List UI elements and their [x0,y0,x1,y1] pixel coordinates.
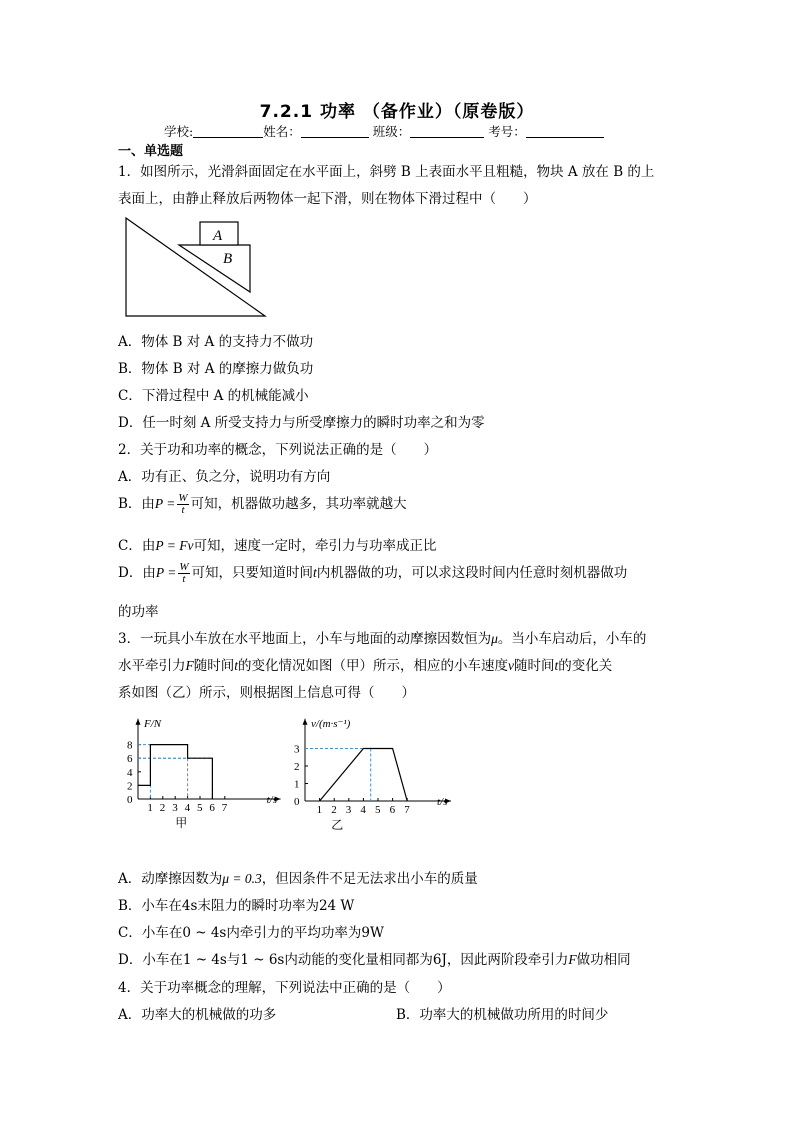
school-blank[interactable] [193,125,263,138]
x-tick-label: 3 [172,802,178,814]
class-blank[interactable] [410,125,484,138]
q2-d-t: t [313,565,317,580]
name-blank[interactable] [301,125,369,138]
x-tick-label: 4 [184,802,191,814]
q3-d-a: D．小车在 [118,952,183,968]
q3-F: F [185,658,194,673]
q3-b-t: 4s [181,898,198,914]
q3-a-a: A．动摩擦因数为 [118,871,223,887]
y-tick-label: 2 [294,761,300,773]
q2-stem: 2．关于功和功率的概念，下列说法正确的是（ ） [118,442,438,458]
q1-stem-line2: 表面上，由静止释放后两物体一起下滑，则在物体下滑过程中（ ） [118,191,537,207]
q3-v: v [508,658,515,673]
chart-yi [288,705,458,835]
q3-c-t: 0 ~ 4s [182,925,227,941]
series-line [320,749,408,802]
q2-b-den: t [181,504,185,516]
q2-c-suffix: 可知，速度一定时，牵引力与功率成正比 [193,538,437,554]
q3-b-v: 24 W [318,898,355,914]
q3-stem-line3: 系如图（乙）所示，则根据图上信息可得（ ） [118,685,415,701]
q3-mu: μ [491,631,498,646]
q1-option-a[interactable]: A．物体 B 对 A 的支持力不做功 [118,334,314,350]
chart-name: 乙 [331,818,344,832]
y-axis-label: v/(m·s⁻¹) [311,717,351,730]
q3-l1b: 。当小车启动后，小车的 [497,631,647,647]
y-tick-label: 3 [294,743,300,756]
q3-d-b: 与 [226,952,241,968]
q3-stem-line1 [118,627,646,647]
q3-b-b: 末阻力的瞬时功率为 [197,898,319,914]
q3-c-v: 9W [361,925,384,941]
q1-option-c[interactable]: C．下滑过程中 A 的机械能减小 [118,388,309,404]
y-tick-label: 0 [127,794,133,806]
q3-d-e: 做功相同 [576,952,631,968]
label-a: A [213,228,223,244]
y-tick-label: 4 [127,766,133,779]
exam-no-label: 考号： [488,124,526,139]
q3-d-F: F [568,952,577,967]
q3-t2: t [554,658,559,673]
x-tick-label: 6 [389,804,396,816]
q2-d-mid2: 内机器做的功，可以求这段时间内任意时刻机器做功 [316,565,628,581]
q2-option-b[interactable] [118,492,407,516]
q3-d-t2: 1 ~ 6s [240,952,285,968]
chart-name: 甲 [175,816,188,830]
q2-b-prefix: B．由 [118,496,155,512]
q2-c-prefix: C．由 [118,538,156,554]
q3-d-v: 6J [432,952,447,968]
q3-t1: t [234,658,239,673]
q2-d-fraction [178,562,189,585]
q4-option-a[interactable]: A．功率大的机械做的功多 [118,1007,277,1023]
q1-option-d[interactable]: D．任一时刻 A 所受支持力与所受摩擦力的瞬时功率之和为零 [118,415,485,431]
q3-l2a: 水平牵引力 [118,658,186,674]
wedge-b [179,245,250,292]
q3-l2c: 的变化情况如图（甲）所示，相应的小车速度 [238,658,509,674]
series-line [138,745,212,799]
q3-option-a[interactable] [118,867,478,887]
y-tick-label: 6 [127,753,133,766]
q2-d-prefix: D．由 [118,565,156,581]
name-label: 姓名： [263,124,301,139]
y-tick-label: 1 [294,778,300,791]
q1-stem-line1: 1．如图所示，光滑斜面固定在水平面上，斜劈 B 上表面水平且粗糙，物块 A 放在 B 的上 [118,164,655,180]
q3-b-a: B．小车在 [118,898,182,914]
chart-jia [116,705,286,835]
y-tick-label: 8 [127,739,133,752]
x-tick-label: 7 [221,802,228,814]
x-tick-label: 1 [147,802,153,814]
section-heading: 一、单选题 [118,144,184,159]
q2-d-mid1: 可知，只要知道时间 [191,565,313,581]
x-tick-label: 5 [375,804,381,816]
q2-b-suffix: 可知，机器做功越多，其功率就越大 [190,496,407,512]
school-label: 学校: [164,124,194,139]
q2-d-den: t [182,573,186,585]
q3-l2d: 随时间 [514,658,555,674]
q3-a-formula: μ = 0.3 [222,871,262,886]
q3-c-a: C．小车在 [118,925,183,941]
y-axis-arrow [136,719,141,725]
q1-option-b[interactable]: B．物体 B 对 A 的摩擦力做负功 [118,361,314,377]
q3-option-b[interactable] [118,894,354,914]
q2-d-num: W [179,561,189,573]
y-axis-arrow [303,719,308,725]
q2-d-formula-lhs: P = [155,565,177,580]
x-tick-label: 6 [209,802,215,814]
q2-b-num: W [178,492,188,504]
x-tick-label: 2 [331,804,337,816]
y-axis-label: F/N [144,717,162,730]
q3-d-t1: 1 ~ 4s [182,952,227,968]
x-tick-label: 7 [404,804,410,816]
q3-a-b: ，但因条件不足无法求出小车的质量 [261,871,478,887]
x-tick-label: 1 [316,804,323,816]
label-b: B [223,251,233,267]
x-tick-label: 2 [159,802,166,814]
q3-option-d[interactable] [118,948,631,968]
q4-stem: 4．关于功率概念的理解，下列说法中正确的是（ ） [118,980,451,996]
q3-option-c[interactable] [118,921,384,941]
q3-l2b: 随时间 [193,658,235,674]
y-tick-label: 2 [127,780,133,793]
q2-b-fraction [177,493,188,516]
q1-incline-figure [120,212,270,322]
page-title: 7.2.1 功率 （备作业）（原卷版） [259,102,535,122]
y-tick-label: 0 [294,796,300,808]
class-label: 班级： [372,124,411,139]
q2-b-formula-lhs: P = [154,496,176,511]
q3-l2e: 的变化关 [558,658,613,674]
x-axis-label: t/s [437,796,448,808]
x-tick-label: 4 [360,804,366,816]
q3-c-b: 内牵引力的平均功率为 [226,925,362,941]
x-axis-label: t/s [266,794,278,806]
student-info-row [164,122,604,140]
q2-c-formula: P = Fv [155,538,194,553]
q2-option-d[interactable] [118,561,627,585]
q2-option-a[interactable]: A．功有正、负之分，说明功有方向 [118,469,331,485]
x-tick-label: 3 [345,804,352,816]
incline-triangle [126,218,265,316]
q3-d-c: 内动能的变化量相同都为 [284,952,433,968]
q3-stem-line2 [118,654,612,674]
q3-l1a: 3．一玩具小车放在水平地面上，小车与地面的动摩擦因数恒为 [118,631,492,647]
exam-no-blank[interactable] [526,125,604,138]
q4-option-b[interactable]: B．功率大的机械做功所用的时间少 [396,1007,609,1023]
q2-option-d-line2: 的功率 [118,604,159,620]
q2-option-c[interactable] [118,534,436,554]
x-tick-label: 5 [197,802,203,814]
q3-d-d: ，因此两阶段牵引力 [446,952,569,968]
